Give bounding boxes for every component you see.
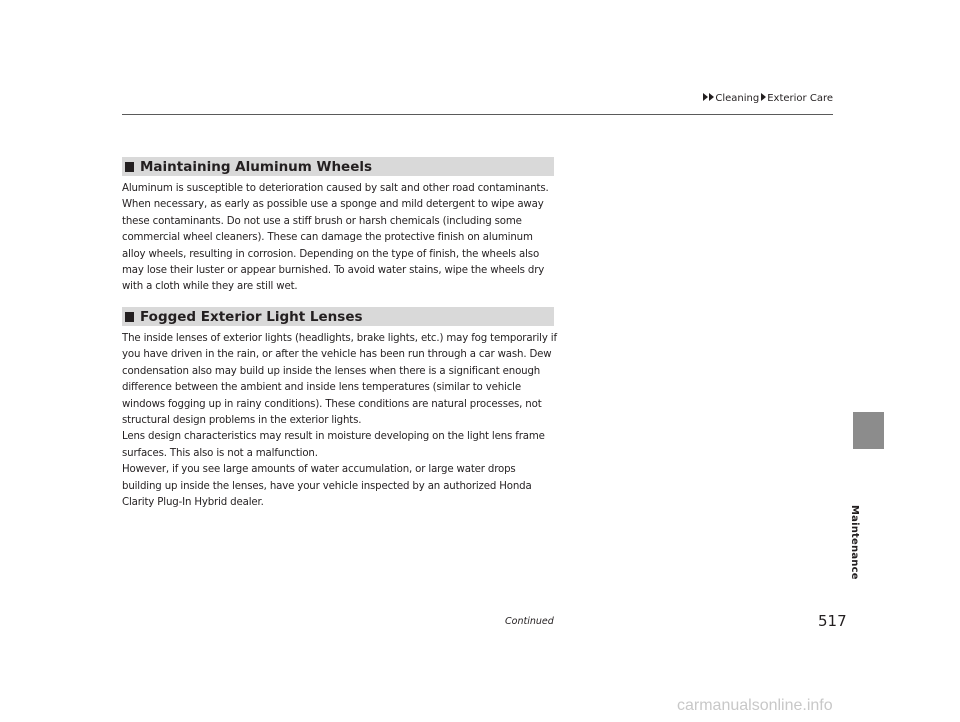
section-heading-fogged-lenses bbox=[122, 307, 554, 326]
section-bullet-icon bbox=[125, 312, 134, 322]
section-title: Fogged Exterior Light Lenses bbox=[140, 308, 363, 325]
breadcrumb-arrow-icon bbox=[761, 93, 766, 101]
continued-label: Continued bbox=[505, 616, 554, 627]
breadcrumb bbox=[703, 93, 833, 104]
breadcrumb-arrow-icon bbox=[709, 93, 714, 101]
breadcrumb-item-cleaning[interactable]: Cleaning bbox=[715, 93, 760, 104]
chapter-tab[interactable] bbox=[853, 412, 884, 449]
section-body-aluminum-wheels bbox=[122, 181, 558, 296]
page-number: 517 bbox=[818, 612, 847, 630]
paragraph: However, if you see large amounts of water accumulation, or large water drops building up inside the lenses, have your vehicle inspected by an authorized Honda Clarity Plug-In Hybrid dealer. bbox=[122, 464, 532, 509]
watermark: carmanualsonline.info bbox=[677, 697, 833, 714]
chapter-label: Maintenance bbox=[849, 505, 860, 580]
paragraph: Lens design characteristics may result in moisture developing on the light lens frame surfaces. This also is not a malfunction. bbox=[122, 431, 545, 459]
section-title: Maintaining Aluminum Wheels bbox=[140, 158, 373, 175]
paragraph: Aluminum is susceptible to deterioration caused by salt and other road contaminants. When necessary, as early as possible use a sponge and mild detergent to wipe away these contaminants. Do not use a stiff brush or harsh chemicals (including some commercial wheel cleaners). These can damage the protective finish on aluminum alloy wheels, resulting in corrosion. Depending on the type of finish, the wheels also may lose their luster or appear burnished. To avoid water stains, wipe the wheels dry with a cloth while they are still wet. bbox=[122, 183, 549, 293]
section-bullet-icon bbox=[125, 162, 134, 172]
paragraph: The inside lenses of exterior lights (headlights, brake lights, etc.) may fog temporarily if you have driven in the rain, or after the vehicle has been run through a car wash. Dew condensation also may build up inside the lenses when there is a significant enough difference between the ambient and inside lens temperatures (similar to vehicle windows fogging up in rainy conditions). These conditions are natural processes, not structural design problems in the exterior lights. bbox=[122, 333, 557, 427]
breadcrumb-item-exterior-care[interactable]: Exterior Care bbox=[767, 93, 833, 104]
section-body-fogged-lenses bbox=[122, 331, 558, 511]
header-divider bbox=[122, 114, 833, 115]
section-heading-aluminum-wheels bbox=[122, 157, 554, 176]
breadcrumb-arrow-icon bbox=[703, 93, 708, 101]
